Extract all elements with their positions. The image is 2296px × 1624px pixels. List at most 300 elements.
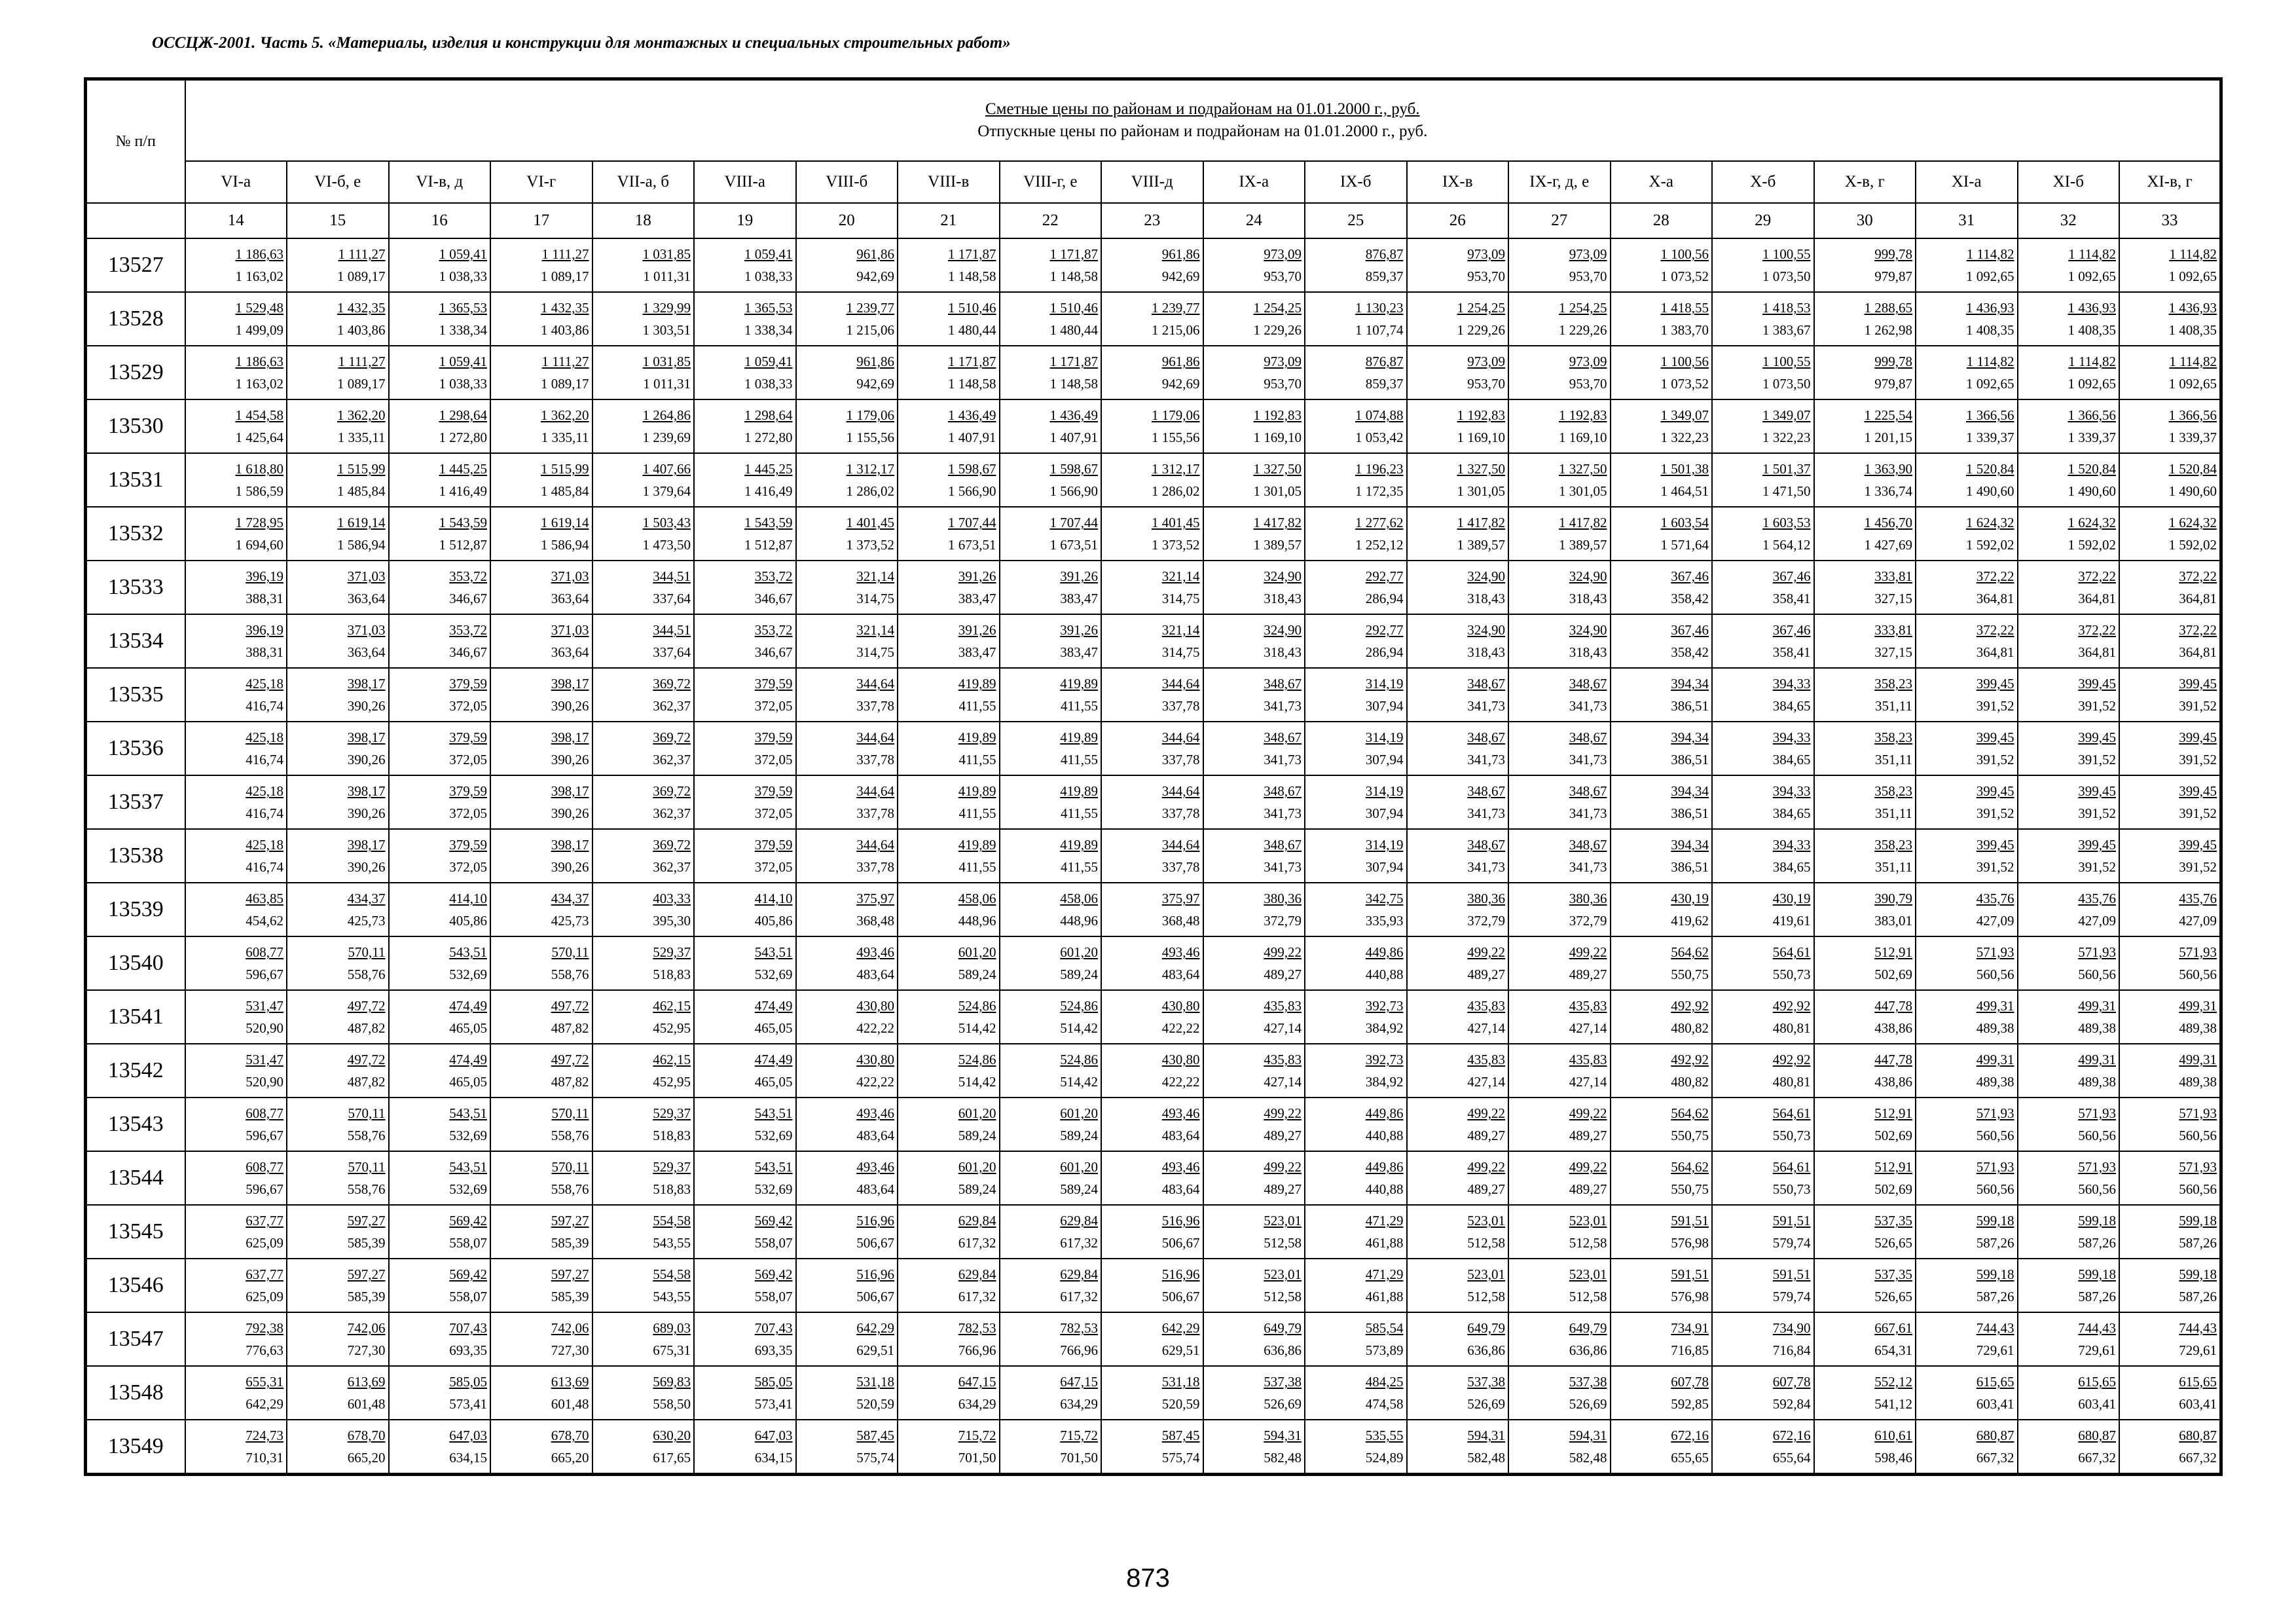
estimated-price: 1 196,23 (1355, 461, 1404, 477)
price-cell (1916, 1259, 2018, 1312)
table-row (86, 1366, 2221, 1420)
price-cell (1407, 507, 1509, 561)
district-header: VI-г (490, 161, 592, 203)
estimated-price: 425,18 (246, 676, 283, 692)
estimated-price: 447,78 (1874, 998, 1912, 1014)
price-cell (1712, 1420, 1814, 1475)
price-cell (1101, 1312, 1203, 1366)
estimated-price: 597,27 (347, 1266, 386, 1282)
estimated-price: 399,45 (2078, 676, 2116, 692)
release-price: 541,12 (1874, 1396, 1912, 1412)
release-price: 341,73 (1264, 805, 1302, 821)
release-price: 596,67 (246, 967, 283, 982)
estimated-price: 344,64 (856, 837, 894, 853)
price-cell (185, 722, 287, 775)
estimated-price: 537,38 (1467, 1374, 1505, 1390)
price-cell (1916, 668, 2018, 722)
estimated-price: 876,87 (1365, 354, 1404, 369)
release-price: 1 322,23 (1762, 430, 1811, 445)
estimated-price: 961,86 (856, 354, 894, 369)
estimated-price: 1 503,43 (642, 515, 691, 530)
release-price: 587,26 (2179, 1235, 2217, 1251)
price-cell (490, 829, 592, 883)
release-price: 518,83 (653, 1181, 691, 1197)
price-cell (1814, 775, 1916, 829)
release-price: 358,42 (1671, 644, 1709, 660)
estimated-price: 324,90 (1467, 568, 1505, 584)
release-price: 558,76 (347, 967, 386, 982)
estimated-price: 531,18 (1161, 1374, 1200, 1390)
price-cell (287, 990, 389, 1044)
release-price: 665,20 (551, 1450, 589, 1466)
price-cell (592, 829, 695, 883)
price-cell (287, 1420, 389, 1475)
price-cell (1203, 238, 1305, 292)
price-cell (592, 936, 695, 990)
release-price: 1 383,70 (1660, 322, 1709, 338)
column-number: 20 (796, 203, 898, 238)
price-cell (796, 561, 898, 614)
district-header: VIII-а (694, 161, 796, 203)
release-price: 518,83 (653, 1128, 691, 1143)
price-cell (898, 292, 1000, 346)
price-cell (1407, 561, 1509, 614)
release-price: 1 373,52 (1152, 537, 1200, 553)
estimated-price: 434,37 (551, 891, 589, 906)
estimated-price: 1 417,82 (1457, 515, 1505, 530)
estimated-price: 599,18 (1976, 1213, 2014, 1228)
release-price: 558,07 (754, 1235, 793, 1251)
release-price: 560,56 (1976, 967, 2014, 982)
price-cell (1407, 399, 1509, 453)
price-cell (389, 1366, 491, 1420)
estimated-price: 1 225,54 (1864, 407, 1912, 423)
price-cell (1712, 1205, 1814, 1259)
estimated-price: 499,22 (1569, 944, 1607, 960)
release-price: 465,05 (449, 1074, 487, 1090)
price-cell (1000, 722, 1102, 775)
estimated-price: 348,67 (1467, 783, 1505, 799)
estimated-price: 493,46 (856, 1105, 894, 1121)
release-price: 526,69 (1569, 1396, 1607, 1412)
price-cell (287, 561, 389, 614)
price-cell (287, 1312, 389, 1366)
row-number: 13544 (86, 1151, 185, 1205)
release-price: 391,52 (1976, 698, 2014, 714)
release-price: 665,20 (347, 1450, 386, 1466)
release-price: 1 416,49 (744, 483, 793, 499)
price-cell (2119, 1205, 2221, 1259)
release-price: 286,94 (1365, 591, 1404, 606)
release-price: 514,42 (958, 1020, 996, 1036)
release-price: 440,88 (1365, 1128, 1404, 1143)
price-cell (1611, 1366, 1713, 1420)
estimated-price: 398,17 (347, 783, 386, 799)
price-cell (287, 399, 389, 453)
estimated-price: 344,64 (856, 783, 894, 799)
estimated-price: 630,20 (653, 1428, 691, 1443)
estimated-price: 531,47 (246, 1052, 283, 1067)
price-cell (1101, 1098, 1203, 1151)
release-price: 411,55 (1061, 805, 1098, 821)
price-cell (1203, 883, 1305, 936)
price-cell (2119, 614, 2221, 668)
price-cell (1000, 346, 1102, 399)
estimated-price: 403,33 (653, 891, 691, 906)
release-price: 953,70 (1467, 268, 1505, 284)
price-cell (1916, 292, 2018, 346)
release-price: 603,41 (1976, 1396, 2014, 1412)
release-price: 675,31 (653, 1342, 691, 1358)
estimated-price: 391,26 (1060, 568, 1098, 584)
release-price: 953,70 (1264, 376, 1302, 392)
estimated-price: 782,53 (958, 1320, 996, 1336)
price-cell (1203, 936, 1305, 990)
price-cell (694, 1420, 796, 1475)
estimated-price: 353,72 (754, 568, 793, 584)
release-price: 1 169,10 (1559, 430, 1607, 445)
estimated-price: 647,15 (1060, 1374, 1098, 1390)
table-row (86, 453, 2221, 507)
estimated-price: 379,59 (754, 729, 793, 745)
price-cell (1814, 1420, 1916, 1475)
release-price: 953,70 (1569, 268, 1607, 284)
estimated-price: 724,73 (246, 1428, 283, 1443)
release-price: 372,05 (754, 859, 793, 875)
price-cell (592, 1098, 695, 1151)
estimated-price: 564,62 (1671, 1159, 1709, 1175)
release-price: 502,69 (1874, 967, 1912, 982)
release-price: 526,69 (1264, 1396, 1302, 1412)
estimated-price: 371,03 (551, 568, 589, 584)
price-cell (490, 346, 592, 399)
price-cell (796, 1366, 898, 1420)
price-cell (1712, 1044, 1814, 1098)
price-cell (1814, 829, 1916, 883)
price-cell (898, 936, 1000, 990)
price-cell (389, 1205, 491, 1259)
release-price: 422,22 (856, 1020, 894, 1036)
price-cell (694, 990, 796, 1044)
release-price: 942,69 (856, 268, 894, 284)
release-price: 307,94 (1365, 698, 1404, 714)
estimated-price: 1 239,77 (846, 300, 894, 316)
price-cell (1101, 668, 1203, 722)
price-cell (2119, 722, 2221, 775)
release-price: 520,90 (246, 1020, 283, 1036)
price-cell (1916, 1366, 2018, 1420)
release-price: 427,14 (1467, 1020, 1505, 1036)
estimated-price: 585,54 (1365, 1320, 1404, 1336)
release-price: 727,30 (551, 1342, 589, 1358)
release-price: 634,29 (1060, 1396, 1098, 1412)
price-cell (898, 507, 1000, 561)
price-cell (1101, 561, 1203, 614)
table-row (86, 507, 2221, 561)
estimated-price: 1 327,50 (1457, 461, 1505, 477)
estimated-price: 608,77 (246, 1105, 283, 1121)
price-cell (796, 1312, 898, 1366)
estimated-price: 647,03 (754, 1428, 793, 1443)
estimated-price: 1 366,56 (2168, 407, 2217, 423)
price-cell (287, 936, 389, 990)
release-price: 391,52 (2078, 698, 2116, 714)
release-price: 573,89 (1365, 1342, 1404, 1358)
release-price: 364,81 (2179, 644, 2217, 660)
release-price: 550,75 (1671, 1128, 1709, 1143)
release-price: 636,86 (1569, 1342, 1607, 1358)
release-price: 438,86 (1874, 1074, 1912, 1090)
release-price: 1 512,87 (439, 537, 487, 553)
price-cell (1712, 1366, 1814, 1420)
estimated-price: 537,35 (1874, 1266, 1912, 1282)
row-number: 13532 (86, 507, 185, 561)
estimated-price: 667,61 (1874, 1320, 1912, 1336)
estimated-price: 399,45 (2078, 837, 2116, 853)
table-row (86, 561, 2221, 614)
estimated-price: 425,18 (246, 837, 283, 853)
row-number: 13527 (86, 238, 185, 292)
release-price: 579,74 (1772, 1235, 1811, 1251)
release-price: 1 403,86 (337, 322, 386, 338)
release-price: 358,42 (1671, 591, 1709, 606)
release-price: 617,32 (958, 1235, 996, 1251)
estimated-price: 1 327,50 (1559, 461, 1607, 477)
price-cell (1407, 238, 1509, 292)
price-cell (389, 614, 491, 668)
estimated-price: 367,46 (1772, 622, 1811, 638)
release-price: 532,69 (449, 1128, 487, 1143)
release-price: 701,50 (958, 1450, 996, 1466)
release-price: 307,94 (1365, 752, 1404, 767)
estimated-price: 344,64 (1161, 837, 1200, 853)
price-cell (592, 1151, 695, 1205)
row-number: 13531 (86, 453, 185, 507)
estimated-price: 570,11 (348, 944, 386, 960)
price-caption (185, 79, 2221, 162)
price-cell (796, 1098, 898, 1151)
estimated-price: 524,86 (1060, 998, 1098, 1014)
estimated-price: 348,67 (1467, 837, 1505, 853)
price-cell (490, 1366, 592, 1420)
release-price: 416,74 (246, 698, 283, 714)
estimated-price: 430,80 (1161, 998, 1200, 1014)
row-number: 13545 (86, 1205, 185, 1259)
price-cell (898, 561, 1000, 614)
price-cell (1712, 722, 1814, 775)
price-cell (694, 238, 796, 292)
release-price: 318,43 (1264, 644, 1302, 660)
estimated-price: 497,72 (551, 998, 589, 1014)
release-price: 560,56 (2179, 967, 2217, 982)
release-price: 391,52 (1976, 859, 2014, 875)
release-price: 372,79 (1569, 913, 1607, 929)
price-cell (1508, 722, 1611, 775)
estimated-price: 680,87 (1976, 1428, 2014, 1443)
estimated-price: 1 100,55 (1762, 246, 1811, 262)
release-price: 318,43 (1467, 644, 1505, 660)
price-cell (1712, 292, 1814, 346)
price-cell (592, 1312, 695, 1366)
release-price: 489,27 (1467, 967, 1505, 982)
release-price: 729,61 (1976, 1342, 2014, 1358)
release-price: 1 215,06 (846, 322, 894, 338)
release-price: 1 107,74 (1355, 322, 1404, 338)
price-cell (1203, 668, 1305, 722)
price-cell (2018, 990, 2120, 1044)
estimated-price: 344,64 (856, 729, 894, 745)
estimated-price: 493,46 (1161, 1105, 1200, 1121)
estimated-price: 554,58 (653, 1213, 691, 1228)
estimated-price: 435,83 (1264, 1052, 1302, 1067)
column-number: 24 (1203, 203, 1305, 238)
release-price: 362,37 (653, 805, 691, 821)
price-cell (185, 1259, 287, 1312)
price-cell (694, 561, 796, 614)
release-price: 489,38 (2078, 1074, 2116, 1090)
estimated-price: 1 264,86 (642, 407, 691, 423)
estimated-price: 344,64 (1161, 729, 1200, 745)
release-price: 582,48 (1569, 1450, 1607, 1466)
price-cell (796, 1151, 898, 1205)
price-cell (1814, 1205, 1916, 1259)
price-cell (1611, 1205, 1713, 1259)
release-price: 558,76 (347, 1181, 386, 1197)
estimated-price: 344,51 (653, 568, 691, 584)
release-price: 391,52 (1976, 805, 2014, 821)
release-price: 1 169,10 (1253, 430, 1302, 445)
price-cell (1305, 883, 1407, 936)
release-price: 532,69 (449, 967, 487, 982)
release-price: 1 586,94 (337, 537, 386, 553)
release-price: 1 148,58 (948, 268, 996, 284)
price-cell (1611, 1420, 1713, 1475)
price-cell (1916, 990, 2018, 1044)
estimated-price: 601,20 (958, 944, 996, 960)
price-cell (1000, 1044, 1102, 1098)
release-price: 942,69 (856, 376, 894, 392)
estimated-price: 672,16 (1772, 1428, 1811, 1443)
release-price: 395,30 (653, 913, 691, 929)
release-price: 372,05 (449, 752, 487, 767)
estimated-price: 973,09 (1569, 354, 1607, 369)
release-price: 589,24 (958, 1181, 996, 1197)
price-cell (796, 453, 898, 507)
price-cell (490, 399, 592, 453)
price-cell (2018, 1312, 2120, 1366)
release-price: 589,24 (1060, 1181, 1098, 1197)
release-price: 1 335,11 (337, 430, 386, 445)
estimated-price: 1 114,82 (2169, 354, 2217, 369)
release-price: 351,11 (1875, 859, 1912, 875)
estimated-price: 1 179,06 (846, 407, 894, 423)
estimated-price: 1 130,23 (1355, 300, 1404, 316)
price-cell (1916, 883, 2018, 936)
release-price: 1 336,74 (1864, 483, 1912, 499)
release-price: 579,74 (1772, 1289, 1811, 1304)
price-cell (1712, 1151, 1814, 1205)
estimated-price: 1 327,50 (1253, 461, 1302, 477)
price-cell (1305, 1312, 1407, 1366)
estimated-price: 380,36 (1264, 891, 1302, 906)
release-price: 1 092,65 (2068, 268, 2116, 284)
release-price: 480,82 (1671, 1074, 1709, 1090)
estimated-price: 1 186,63 (235, 246, 283, 262)
estimated-price: 394,34 (1671, 729, 1709, 745)
release-price: 1 092,65 (1966, 376, 2014, 392)
estimated-price: 516,96 (1161, 1266, 1200, 1282)
release-price: 1 215,06 (1152, 322, 1200, 338)
release-price: 411,55 (1061, 752, 1098, 767)
price-cell (1101, 238, 1203, 292)
release-price: 582,48 (1264, 1450, 1302, 1466)
release-price: 341,73 (1264, 859, 1302, 875)
price-cell (185, 1420, 287, 1475)
release-price: 388,31 (246, 591, 283, 606)
estimated-price: 523,01 (1264, 1213, 1302, 1228)
district-header: X-в, г (1814, 161, 1916, 203)
estimated-price: 434,37 (347, 891, 386, 906)
price-cell (898, 1366, 1000, 1420)
estimated-price: 379,59 (754, 837, 793, 853)
estimated-price: 571,93 (1976, 1159, 2014, 1175)
price-cell (796, 1205, 898, 1259)
release-price: 411,55 (958, 805, 996, 821)
release-price: 341,73 (1569, 698, 1607, 714)
price-cell (1916, 1044, 2018, 1098)
estimated-price: 348,67 (1264, 729, 1302, 745)
release-price: 1 155,56 (846, 430, 894, 445)
estimated-price: 523,01 (1264, 1266, 1302, 1282)
estimated-price: 1 543,59 (744, 515, 793, 530)
price-cell (287, 1205, 389, 1259)
price-cell (185, 1205, 287, 1259)
estimated-price: 399,45 (1976, 729, 2014, 745)
table-row (86, 292, 2221, 346)
district-header: VII-а, б (592, 161, 695, 203)
release-price: 480,82 (1671, 1020, 1709, 1036)
price-cell (287, 668, 389, 722)
estimated-price: 744,43 (1976, 1320, 2014, 1336)
column-number: 31 (1916, 203, 2018, 238)
estimated-price: 552,12 (1874, 1374, 1912, 1390)
release-price: 514,42 (1060, 1020, 1098, 1036)
estimated-price: 613,69 (551, 1374, 589, 1390)
release-price: 390,26 (347, 752, 386, 767)
release-price: 391,52 (2078, 859, 2116, 875)
price-cell (185, 453, 287, 507)
estimated-price: 1 436,93 (2068, 300, 2116, 316)
price-cell (2018, 1259, 2120, 1312)
price-cell (185, 775, 287, 829)
release-price: 1 148,58 (948, 376, 996, 392)
release-price: 487,82 (347, 1074, 386, 1090)
price-cell (1916, 399, 2018, 453)
estimated-price: 629,84 (1060, 1266, 1098, 1282)
estimated-price: 474,49 (754, 1052, 793, 1067)
price-cell (490, 990, 592, 1044)
release-price: 526,69 (1467, 1396, 1505, 1412)
estimated-price: 961,86 (1161, 246, 1200, 262)
price-cell (592, 238, 695, 292)
price-cell (1101, 722, 1203, 775)
estimated-price: 564,61 (1772, 1105, 1811, 1121)
release-price: 1 038,33 (439, 268, 487, 284)
release-price: 587,26 (2078, 1289, 2116, 1304)
price-cell (592, 346, 695, 399)
estimated-price: 792,38 (246, 1320, 283, 1336)
price-cell (1407, 1044, 1509, 1098)
